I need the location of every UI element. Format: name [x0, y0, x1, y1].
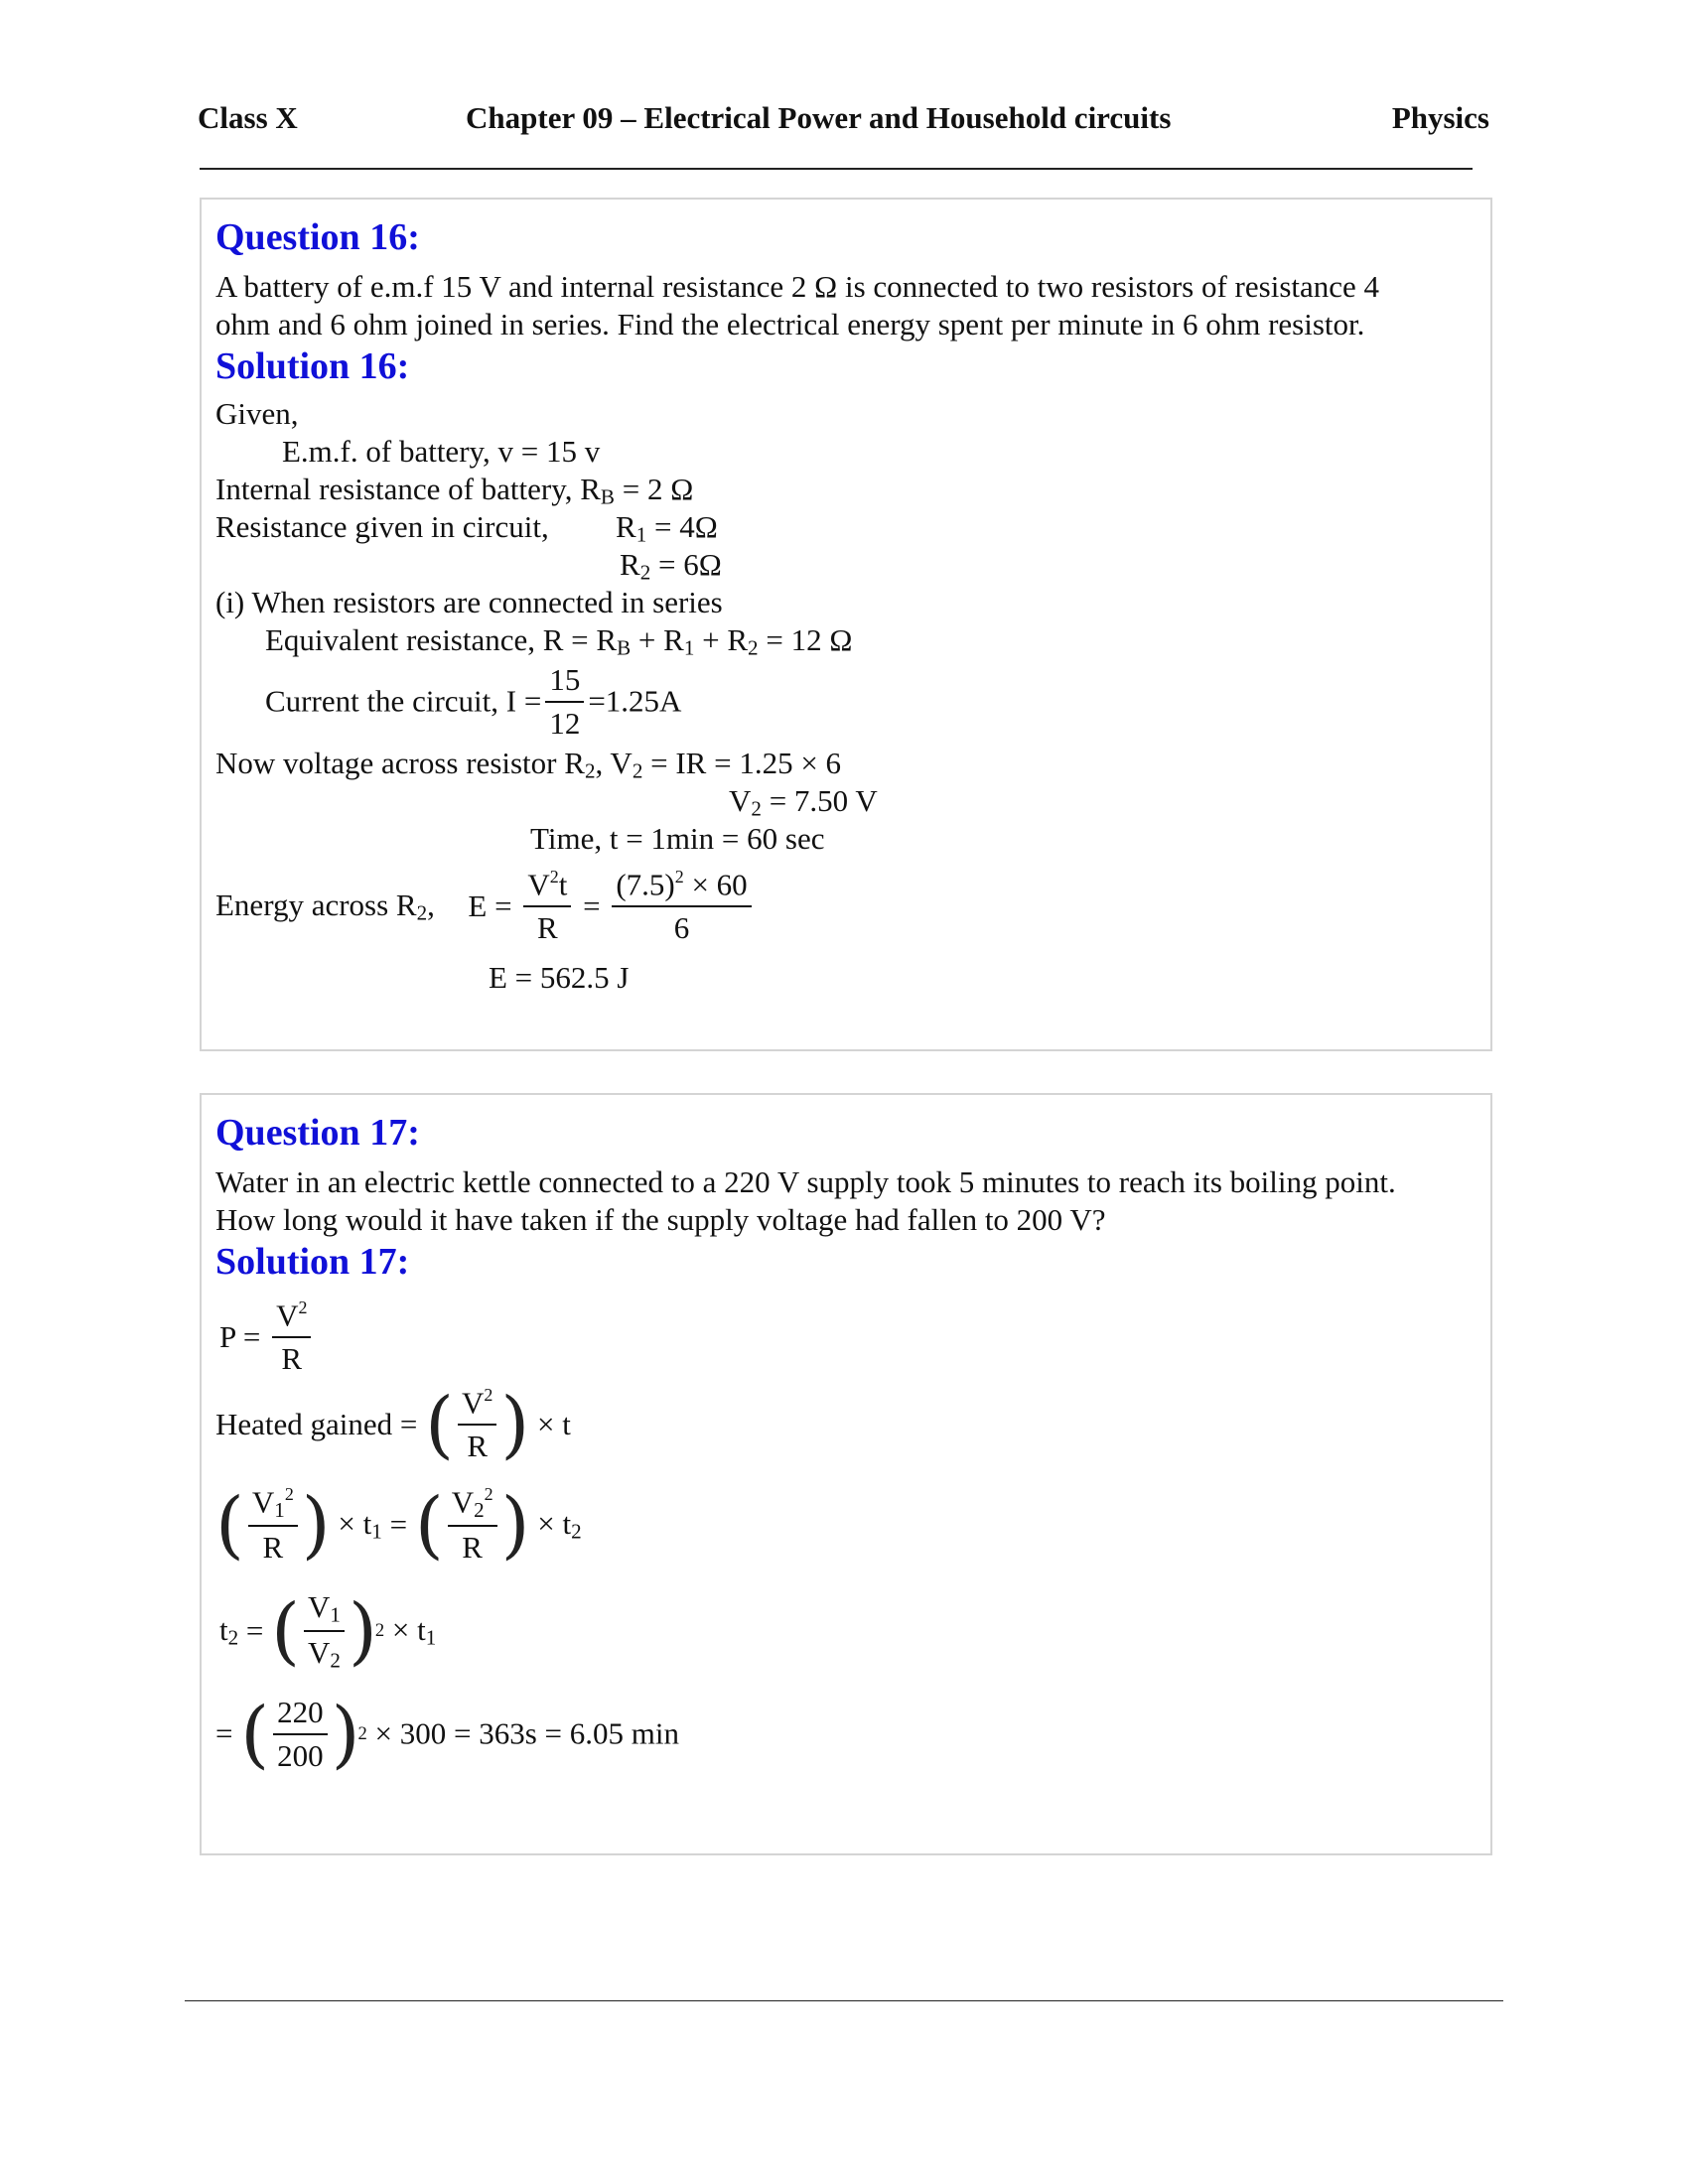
question-17-box [200, 1093, 1492, 1855]
footer-rule [185, 2000, 1503, 2001]
t2-formula: $t_2$ = ( $\frac{V_1}{V_2}$ ) 2 × $t_1$ [219, 1587, 437, 1674]
energy-fraction-2: $\frac{(7.5)^2 \times 60}{6}$ [612, 867, 751, 946]
solution-17-heading: Solution 17: [215, 1241, 410, 1283]
final-result-formula: = ( $\frac{220}{200}$ ) 2 × 300 = 363s = 6.05 min [215, 1691, 680, 1777]
energy-fraction-1: $\frac{V^2t}{R}$ [523, 867, 571, 946]
voltage-across-r2-line: Now voltage across resistor $R_2$, $V_2$ = IR = 1.25 × 6 [215, 746, 842, 783]
question-17-text-line-2: How long would it have taken if the supply voltage had fallen to 200 V? [215, 1202, 1106, 1237]
v2-result: $V_2 = 7.50$ V [729, 783, 878, 821]
question-16-box [200, 198, 1492, 1051]
question-17-heading: Question 17: [215, 1112, 420, 1154]
equivalent-resistance-line: Equivalent resistance, $R = R_B + R_1 + R_2 = 12$ Ω [265, 622, 853, 660]
question-16-text-line-1: A battery of e.m.f 15 V and internal resistance 2 Ω is connected to two resistors of resistance 4 [215, 269, 1380, 304]
energy-formula: Energy across $R_2$, E = $\frac{V^2t}{R}$ = $\frac{(7.5)^2 \times 60}{6}$ [215, 867, 756, 946]
internal-resistance-line: Internal resistance of battery, $R_B = 2$ Ω [215, 472, 694, 509]
header-subject: Physics [1391, 100, 1489, 135]
solution-16-heading: Solution 16: [215, 345, 410, 387]
resistance-given-label: Resistance given in circuit, [215, 509, 549, 544]
power-formula: P = $\frac{V^2}{R}$ [219, 1297, 315, 1377]
r1-value: $R_1 = 4\Omega$ [616, 509, 718, 547]
header-class: Class X [198, 100, 298, 135]
question-17-text-line-1: Water in an electric kettle connected to a 220 V supply took 5 minutes to reach its boiling point. [215, 1164, 1396, 1199]
question-16-heading: Question 16: [215, 216, 420, 258]
header-rule [200, 168, 1473, 170]
header-chapter-title: Chapter 09 – Electrical Power and Household circuits [466, 100, 1172, 135]
energy-result: E = 562.5 J [489, 960, 630, 995]
given-label: Given, [215, 396, 299, 431]
time-line: Time, t = 1min = 60 sec [530, 821, 825, 856]
emf-line: E.m.f. of battery, v = 15 v [282, 434, 601, 469]
heat-equality-formula: ( $\frac{V_1^2}{R}$ ) × $t_1$ = ( $\frac{V_2^2}{R}$ ) × $t_2$ [215, 1482, 582, 1569]
question-16-text-line-2: ohm and 6 ohm joined in series. Find the electrical energy spent per minute in 6 ohm resistor. [215, 307, 1365, 341]
heat-formula: Heated gained = ( $\frac{V^2}{R}$ ) × t [215, 1381, 571, 1467]
current-fraction: $\frac{15}{12}$ [545, 662, 584, 741]
part-i-heading: (i) When resistors are connected in series [215, 585, 723, 619]
r2-value: $R_2 = 6\Omega$ [620, 547, 722, 585]
current-formula: Current the circuit, I = $\frac{15}{12}$ =1.25A [265, 662, 682, 741]
